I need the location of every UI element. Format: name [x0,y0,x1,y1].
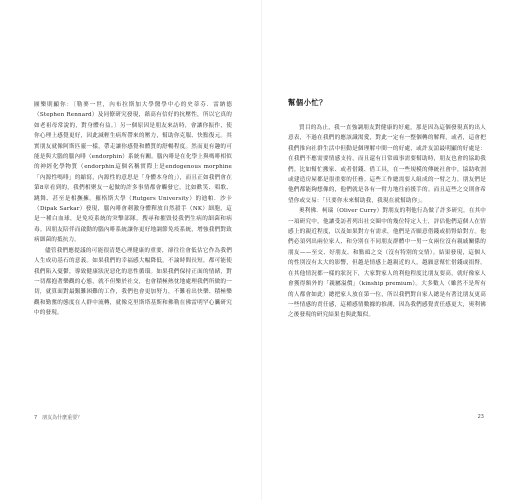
left-paragraph-1: 圖樂則顯你：〔勒麥一世，內布拉斯加大學醫學中心的史蒂芬．雷納德（Stephen Rennard）及同僚研究發現，藉高有信好的抗壓性，所以它真的如老祖母常說的，對身體有益。〕另一個原因是朋友來訪時，會讓你振作，使你心理上感覺更好，因此減輕生病所帶來的壓力，幫助你克服、快點復元。其實朋友就像阿斯匹靈一樣，帶走讓你感覺和體質的舒暢程度。然而更有趣的可能是與大腦的腦內啡（endorphin）系統有關。腦內啡是在化學上與嗎啡相似的神經化學物質（endorphin這個名稱實際上是endogenous morphine「內源性嗎啡」的縮寫，內源性的意思是「身體本身的」），而且正如我們會在第8章看到的，我們相聚友一起做的許多事情都會觸發它，比如歡笑、唱歌、跳舞、甚至是相撫擁。羅格斯大學（Rutgers University）的迪帕．沙卡（Dipak Sarkar）發現，腦內啡會刺激身體釋放自然殺手（NK）細胞，這是一種白血球，是免疫系統的突擊部隊，搜尋和摧毀侵我們生病的細菌和病毒。因朋友陪伴而啟動的腦內啡系統讓你更好地調節免疫系統，增強我們對致病細菌的抵抗力。 [34,102,232,244]
left-page-footer: 7 朋友為什麼重要？ [34,415,83,421]
left-paragraph-2: 儘管我們應提議的可能很清楚心理健康的重要，卻往往會低估它作為我們人生成功基石的意義。如果我們的幸福感大幅降低，不論時間長短，都可能使我們陷入憂鬱，導致健康狀況惡化的惡性循環。如果我們保持正面的情緒，對一切都抱著樂觀的心態，就不但樂於社交，也會積極熱忱地處理我們所做的一切，就算面對最艱難困難的工作，我們也會更加努力，不難看出快樂、積極樂觀和勤奮的態度在人群中流轉，就像克里斯塔基斯和佛勒在佛雷明罕心臟研究中的發現。 [34,247,232,317]
right-page-number: 23 [477,414,484,420]
section-heading: 幫個小忙？ [288,98,327,107]
right-page [262,0,520,500]
right-body-text [288,123,486,321]
left-body-text [34,100,232,319]
right-paragraph-1: 質目的為止，我一直強調朋友對健康的好處，那是因為這個發現真的出人意表，不過在我們的應該識渴愛，對此一定有一整個轉的解釋，或者，這會把我們推向社群生活中但動是個理解中間一的好處，或許友誼最明顯的好處是：在我們不應需要情感支持，而且還有日常頭事需要幫助時，朋友也會的協助我們。比如幫忙搬家、或者借錢、借工具，在一些規模的傳統社會中，協助收割或建造房屋都是很重要的任務。這些工作總需要人組成的一臂之力，朋友們是他們都能夠想像的，他們就是各有一臂力地往前援手的。而且這些之交則會希望你或交易：「只要你未來幫助我，我現在就幫助你」。 [288,125,486,204]
right-paragraph-2: 奧利佛．柯瑞（Oliver Curry）對朋友的利他行為做了許多研究。在其中一項研究中，他讓受訪者列出社交圈中的幾位特定人士，評估他們這個人在情感上的親近程度，以及如果對方有需求，他們是否願意借錢或捐腎給對方。他們必須列出兩位家人、和分別在不同朋友群體中一男一女兩位沒有親戚關係的朋友——至交、好朋友、和點頭之交（沒有特別的交情）。結果發現，這個人的性別沒有太大的影響，但越是情感上越親近的人，越願意幫忙借錢或捐腎。在其他情況都一樣的狀況下，大家對家人的利他程度比朋友要高，就好像家人會獲得額外的「親屬溢價」（kinship premium）。大多數人（雖然不是所有的人都會如此）總把家人放在第一位，所以我們對自家人總是有著比朋友更高一些情感的責任感，這種感情數據的推測，因為我們感覺責任感更大，奧利佛之後發現的研究結果也與此類似。 [288,208,486,319]
